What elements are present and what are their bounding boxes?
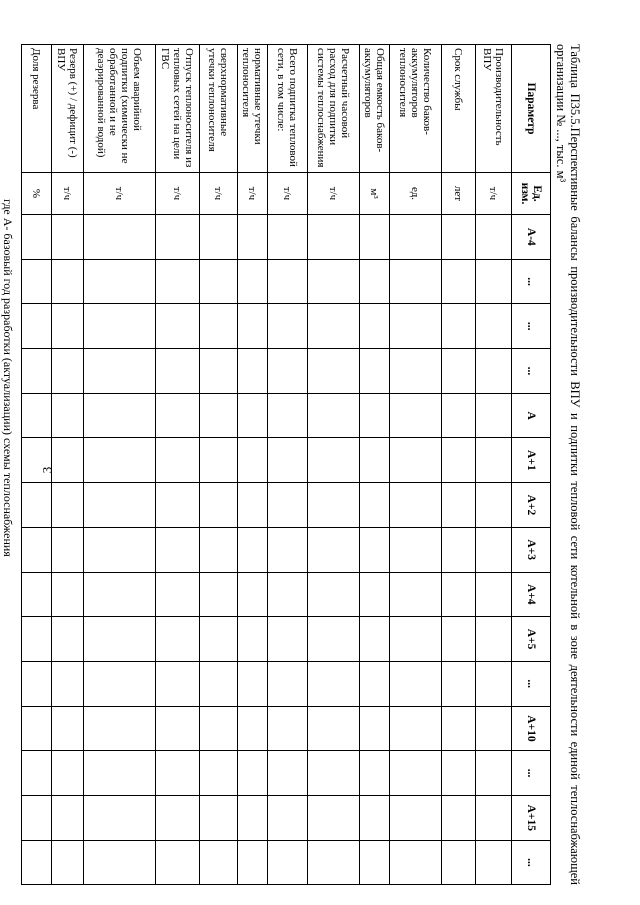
value-cell [390,572,442,617]
value-cell [156,661,200,706]
value-cell [390,706,442,751]
value-cell [308,215,360,260]
value-cell [22,349,52,394]
value-cell [268,751,308,796]
value-cell [84,483,156,528]
value-cell [476,259,512,304]
value-cell [238,393,268,438]
value-cell [156,259,200,304]
value-cell [360,661,390,706]
value-cell [156,840,200,885]
value-cell [238,215,268,260]
footnote: где А- базовый год разработки (актуализации) схемы теплоснабжения [1,199,15,557]
param-cell: Количество баков-аккумуляторов теплоносителя [390,45,442,173]
value-cell [442,751,476,796]
value-cell [476,527,512,572]
value-cell [476,215,512,260]
unit-cell: т/ч [268,173,308,215]
value-cell [308,661,360,706]
value-cell [52,483,84,528]
value-cell [22,840,52,885]
unit-cell: т/ч [84,173,156,215]
value-cell [52,438,84,483]
value-cell [360,751,390,796]
value-cell [308,617,360,662]
value-cell [476,706,512,751]
value-cell [200,438,238,483]
value-cell [84,438,156,483]
table-row [200,45,238,885]
value-cell [360,215,390,260]
value-cell [360,527,390,572]
value-cell [268,527,308,572]
value-cell [238,840,268,885]
header-year: ... [512,304,551,349]
value-cell [200,259,238,304]
value-cell [390,840,442,885]
table-row [360,45,390,885]
value-cell [390,393,442,438]
value-cell [360,840,390,885]
value-cell [476,751,512,796]
table-row [390,45,442,885]
value-cell [360,572,390,617]
header-year: А-4 [512,215,551,260]
value-cell [84,617,156,662]
value-cell [156,349,200,394]
header-year: А+4 [512,572,551,617]
value-cell [156,527,200,572]
value-cell [52,393,84,438]
value-cell [442,483,476,528]
value-cell [52,706,84,751]
unit-cell: % [22,173,52,215]
value-cell [156,483,200,528]
value-cell [238,706,268,751]
value-cell [476,840,512,885]
value-cell [52,572,84,617]
value-cell [268,840,308,885]
unit-cell: ед. [390,173,442,215]
value-cell [442,349,476,394]
unit-cell: т/ч [156,173,200,215]
param-cell: Производительность ВПУ [476,45,512,173]
value-cell [52,304,84,349]
value-cell [360,617,390,662]
value-cell [52,215,84,260]
value-cell [156,393,200,438]
value-cell [476,795,512,840]
value-cell [442,617,476,662]
value-cell [308,259,360,304]
value-cell [268,393,308,438]
unit-cell: т/ч [200,173,238,215]
value-cell [442,527,476,572]
value-cell [200,617,238,662]
value-cell [268,572,308,617]
value-cell [360,349,390,394]
value-cell [22,795,52,840]
table-row [22,45,52,885]
value-cell [52,751,84,796]
table-caption: Таблица П35.5.Перспективные балансы производительности ВПУ и подпитки тепловой сети котельной в зоне деятельности единой теплоснабжающей организации № ..., тыс. м³ [554,44,582,885]
value-cell [84,259,156,304]
value-cell [390,795,442,840]
header-year: А+2 [512,483,551,528]
unit-cell: м³ [360,173,390,215]
value-cell [390,304,442,349]
value-cell [390,751,442,796]
value-cell [476,617,512,662]
value-cell [268,304,308,349]
value-cell [308,393,360,438]
value-cell [84,661,156,706]
value-cell [238,617,268,662]
value-cell [442,840,476,885]
value-cell [390,661,442,706]
value-cell [308,751,360,796]
value-cell [52,349,84,394]
value-cell [238,438,268,483]
header-year: ... [512,349,551,394]
value-cell [84,215,156,260]
value-cell [360,259,390,304]
value-cell [156,795,200,840]
header-year: А+1 [512,438,551,483]
unit-cell: т/ч [238,173,268,215]
value-cell [200,215,238,260]
value-cell [238,304,268,349]
value-cell [22,617,52,662]
table-body [22,45,512,885]
value-cell [442,795,476,840]
table-row [442,45,476,885]
value-cell [476,572,512,617]
value-cell [156,751,200,796]
value-cell [268,215,308,260]
value-cell [22,304,52,349]
value-cell [442,661,476,706]
value-cell [476,661,512,706]
value-cell [84,304,156,349]
table-row [238,45,268,885]
header-year: А+15 [512,795,551,840]
value-cell [52,259,84,304]
value-cell [390,215,442,260]
value-cell [200,572,238,617]
balance-table [21,44,551,885]
value-cell [22,706,52,751]
value-cell [22,751,52,796]
header-param: Параметр [512,45,551,173]
value-cell [476,349,512,394]
value-cell [200,483,238,528]
value-cell [308,527,360,572]
value-cell [308,438,360,483]
value-cell [156,617,200,662]
table-row [476,45,512,885]
value-cell [360,483,390,528]
value-cell [308,304,360,349]
value-cell [84,751,156,796]
param-cell: Объем аварийной подпитки (химически не обработанной и не деаэрированной водой) [84,45,156,173]
value-cell [238,527,268,572]
value-cell [268,661,308,706]
header-year: ... [512,751,551,796]
value-cell [238,483,268,528]
value-cell [442,706,476,751]
value-cell [156,572,200,617]
value-cell [360,706,390,751]
value-cell [442,215,476,260]
value-cell [238,795,268,840]
header-unit: Ед. изм. [512,173,551,215]
value-cell [52,661,84,706]
value-cell [476,483,512,528]
value-cell [156,438,200,483]
value-cell [156,215,200,260]
value-cell [84,795,156,840]
value-cell [442,304,476,349]
param-cell: Отпуск теплоносителя из тепловых сетей на цели ГВС [156,45,200,173]
unit-cell: т/ч [476,173,512,215]
value-cell [442,259,476,304]
value-cell [476,393,512,438]
table-row [52,45,84,885]
value-cell [22,661,52,706]
value-cell [442,438,476,483]
value-cell [84,706,156,751]
unit-cell: т/ч [52,173,84,215]
header-year: А [512,393,551,438]
value-cell [200,349,238,394]
value-cell [156,304,200,349]
value-cell [22,259,52,304]
value-cell [238,349,268,394]
value-cell [22,483,52,528]
param-cell: Общая емкость баков-аккумуляторов [360,45,390,173]
value-cell [476,438,512,483]
value-cell [308,483,360,528]
value-cell [52,840,84,885]
value-cell [308,840,360,885]
header-row [512,45,551,885]
value-cell [268,795,308,840]
value-cell [52,527,84,572]
value-cell [238,572,268,617]
header-year: ... [512,661,551,706]
param-cell: Всего подпитка тепловой сети, в том числе: [268,45,308,173]
value-cell [22,215,52,260]
value-cell [22,438,52,483]
value-cell [238,259,268,304]
param-cell: нормативные утечки теплоносителя [238,45,268,173]
header-year: ... [512,840,551,885]
header-year: А+5 [512,617,551,662]
value-cell [200,304,238,349]
value-cell [200,393,238,438]
value-cell [308,572,360,617]
page-number: 3 [39,466,55,474]
table-row [84,45,156,885]
value-cell [22,527,52,572]
value-cell [268,259,308,304]
value-cell [360,393,390,438]
value-cell [84,527,156,572]
value-cell [390,483,442,528]
value-cell [200,706,238,751]
value-cell [308,706,360,751]
param-cell: Расчетный часовой расход для подпитки системы теплоснабжения [308,45,360,173]
value-cell [390,349,442,394]
value-cell [268,706,308,751]
value-cell [442,572,476,617]
header-year: А+3 [512,527,551,572]
value-cell [360,304,390,349]
value-cell [84,572,156,617]
value-cell [238,751,268,796]
table-row [268,45,308,885]
value-cell [390,438,442,483]
value-cell [52,795,84,840]
value-cell [476,304,512,349]
param-cell: сверхнормативные утечки теплоносителя [200,45,238,173]
value-cell [200,795,238,840]
value-cell [268,438,308,483]
header-year: А+10 [512,706,551,751]
value-cell [442,393,476,438]
table-row [308,45,360,885]
value-cell [268,617,308,662]
param-cell: Доля резерва [22,45,52,173]
value-cell [238,661,268,706]
value-cell [22,572,52,617]
value-cell [308,349,360,394]
value-cell [200,661,238,706]
value-cell [84,393,156,438]
value-cell [268,349,308,394]
value-cell [360,795,390,840]
value-cell [390,527,442,572]
value-cell [200,527,238,572]
value-cell [84,349,156,394]
value-cell [200,840,238,885]
value-cell [390,259,442,304]
value-cell [390,617,442,662]
unit-cell: т/ч [308,173,360,215]
param-cell: Резерв (+) / дефицит (-) ВПУ [52,45,84,173]
value-cell [360,438,390,483]
value-cell [84,840,156,885]
value-cell [156,706,200,751]
value-cell [22,393,52,438]
param-cell: Срок службы [442,45,476,173]
value-cell [200,751,238,796]
unit-cell: лет [442,173,476,215]
value-cell [52,617,84,662]
value-cell [268,483,308,528]
header-year: ... [512,259,551,304]
value-cell [308,795,360,840]
table-row [156,45,200,885]
rotated-page-content [1,44,582,885]
